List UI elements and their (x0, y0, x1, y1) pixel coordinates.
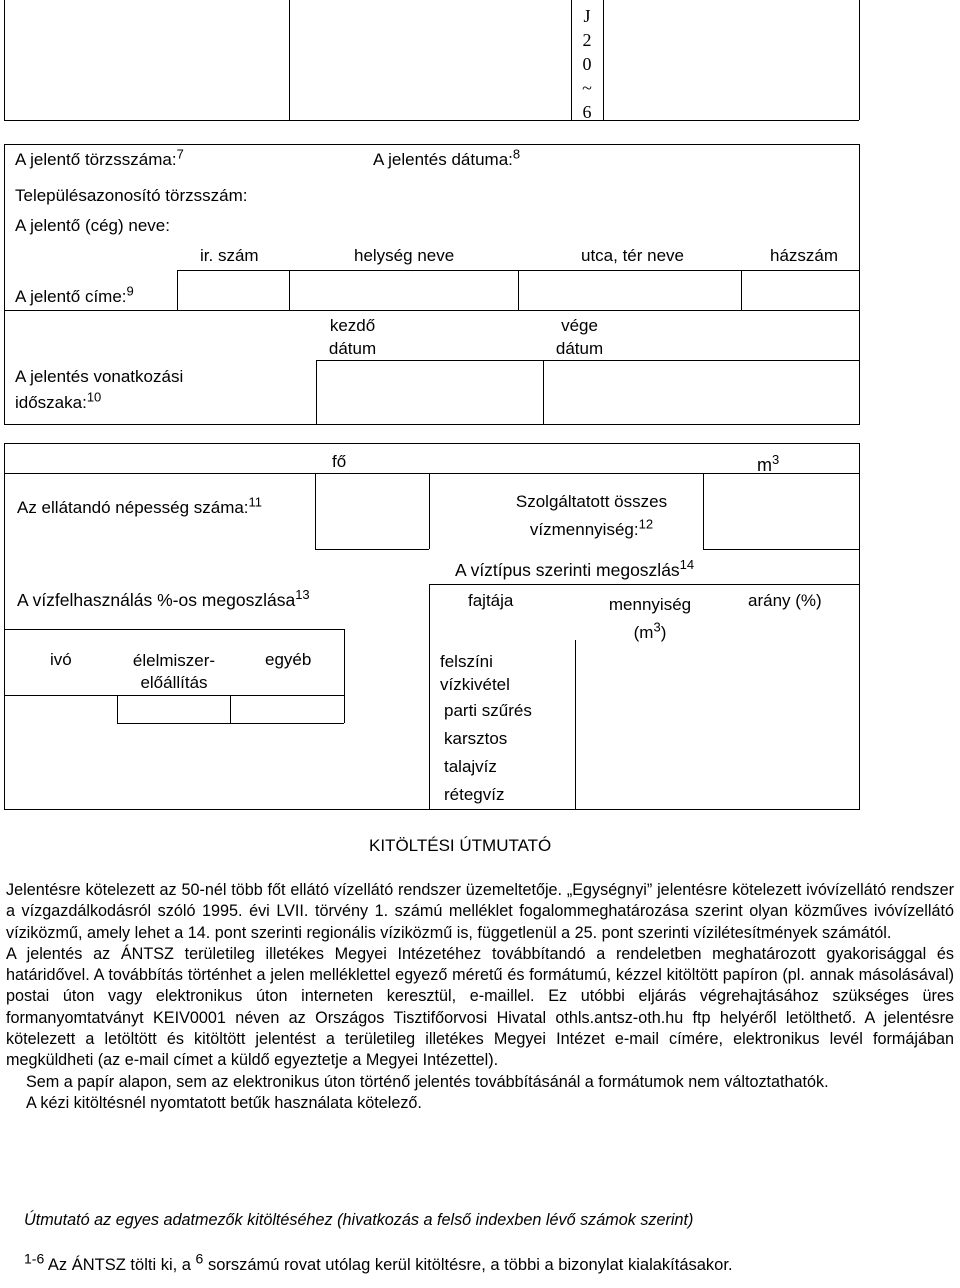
col-street: utca, tér neve (581, 246, 685, 265)
settlement-id-label: Településazonosító törzsszám: (15, 186, 248, 205)
company-name-label: A jelentő (cég) neve: (15, 216, 170, 235)
guide-paragraph-4: A kézi kitöltésnél nyomtatott betűk használata kötelező. (26, 1093, 422, 1112)
code-char: 6 (582, 102, 592, 122)
street-field[interactable] (741, 270, 742, 310)
period-label: A jelentés vonatkozási időszaka:$^{10}$ (15, 367, 184, 412)
col-zip: ir. szám (200, 246, 259, 265)
cubic-meter-unit: $m^3$ (757, 452, 780, 475)
other-field[interactable] (344, 629, 345, 723)
population-field[interactable] (315, 473, 316, 549)
col-food-production: élelmiszer- előállítás (132, 651, 216, 692)
field-guide-note: Útmutató az egyes adatmezők kitöltéséhez (hivatkozás a felső indexben lévő számok szerint) (24, 1211, 694, 1229)
col-ratio: arány (%) (748, 591, 822, 610)
end-date-field[interactable] (543, 360, 544, 425)
report-date-label: A jelentés dátuma:$^8$ (373, 146, 521, 169)
torzsszam-label: A jelentő törzsszáma:$^7$ (15, 146, 184, 169)
guide-paragraph-3: Sem a papír alapon, sem az elektronikus úton történő jelentés továbbításánál a formátumok nem változtathatók. (26, 1072, 829, 1091)
footnote: $^{1-6}$ Az ÁNTSZ tölti ki, a $^6$ sorszámú rovat utólag kerül kitöltésre, a többi a bizonylat kialakításakor. (24, 1250, 733, 1274)
food-field[interactable] (230, 695, 231, 723)
code-char: J (583, 6, 591, 26)
end-date-label: vége dátum (555, 316, 604, 358)
zip-field[interactable] (177, 270, 178, 310)
col-type: fajtája (468, 591, 514, 610)
row-groundwater: talajvíz (444, 757, 497, 776)
row-surface: felszíni vízkivétel (440, 652, 510, 694)
start-date-label: kezdő dátum (328, 316, 377, 358)
guide-paragraph-1: Jelentésre kötelezett az 50-nél több főt ellátó vízellátó rendszer üzemeltetője. „Egységnyi” jelentésre kötelezett ivóvízellátó rendszer a vízgazdálkodásról szóló 1995. évi LVII. törvény 1. számú melléklet fogalommeghatározása szerint olyan közműves ivóvízellátó víziközmű, amely lehet a 14. pont szerinti regionális víziközmű is, függetlenül a 25. pont szerinti vízilétesítmények számától. (6, 881, 954, 942)
address-label: A jelentő címe:$^9$ (15, 283, 134, 306)
col-city: helység neve (354, 246, 455, 265)
water-total-field[interactable] (703, 473, 704, 549)
water-types-title: A víztípus szerinti megoszlás$^{14}$ (455, 557, 695, 580)
row-karst: karsztos (444, 729, 508, 748)
population-label: Az ellátandó népesség száma:$^{11}$ (17, 494, 263, 517)
code-char: 2 (582, 30, 592, 50)
guide-text (6, 880, 954, 1114)
col-drinking: ivó (50, 650, 72, 669)
col-other: egyéb (265, 650, 312, 669)
row-bank-filtered: parti szűrés (444, 701, 532, 720)
guide-paragraph-2: A jelentés az ÁNTSZ területileg illetékes Megyei Intézetéhez továbbítandó a rendeletben meghatározott gyakorisággal és határidővel. A továbbítás történhet a jelen melléklettel egyező méretű és formátumú, kézzel kitöltött papíron (pl. annak másolásával) postai úton vagy elektronikus úton interneten keresztül, e-maillel. Ez utóbbi eljárás végrehajtásához szükséges üres formanyomtatványt KEIV0001 néven az Országos Tisztifőorvosi Hivatal othls.antsz-oth.hu ftp helyéről letölthető. A jelentésre kötelezett a letöltött és kitöltött jelentést a területileg illetékes Megyei Intézet e-mail címére, elektronikus levél formájában megküldheti (az e-mail címet a küldő egyeztetje a Megyei Intézettel). (6, 944, 954, 1070)
col-quantity: mennyiség $(m^3)$ (608, 595, 692, 642)
drinking-field[interactable] (117, 695, 118, 723)
persons-unit: fő (332, 452, 347, 471)
usage-label: A vízfelhasználás %-os megoszlása$^{13}$ (17, 587, 310, 610)
col-house-number: házszám (770, 246, 839, 265)
code-char: 0 (582, 54, 592, 74)
guide-title: KITÖLTÉSI ÚTMUTATÓ (369, 836, 552, 855)
city-field[interactable] (518, 270, 519, 310)
row-layer-water: rétegvíz (444, 785, 505, 804)
water-total-label: Szolgáltatott összes vízmennyiség:$^{12}$ (515, 492, 668, 539)
start-date-field[interactable] (316, 360, 317, 425)
code-char: ~ (582, 78, 592, 98)
